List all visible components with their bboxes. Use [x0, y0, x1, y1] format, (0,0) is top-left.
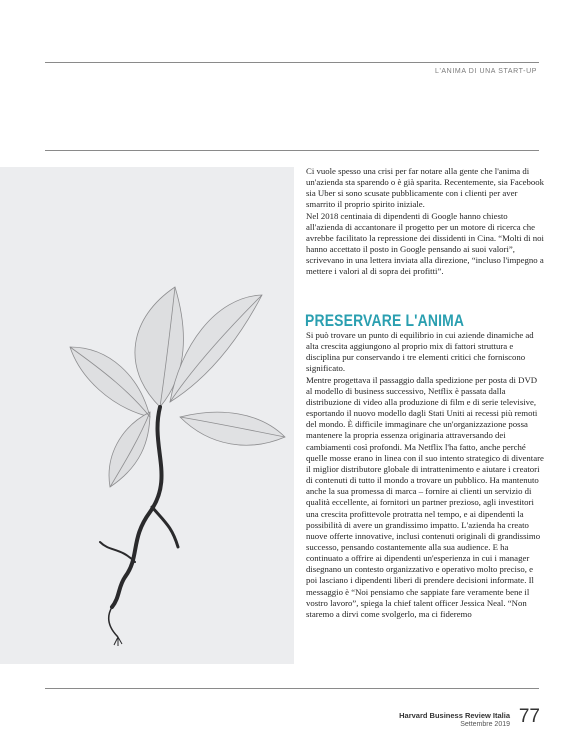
intro-paragraph: Nel 2018 centinaia di dipendenti di Google hanno chiesto all'azienda di accantonare il progetto per un motore di ricerca che avrebbe facilitato la repressione dei dissidenti in Cina. “Molti di noi hanno accettato il posto in Google pensando ai suoi valori”, scrivevano in una lettera inviata alla direzione, “incluso l'impegno a mettere i valori al di sopra dei profitti”. [306, 210, 544, 277]
intro-text [306, 166, 544, 278]
leaf-shape [170, 295, 262, 402]
body-paragraph: Si può trovare un punto di equilibrio in cui aziende dinamiche ad alta crescita aggiungono al proprio mix di fattori struttura e disciplina pur conservando i tre elementi critici che forniscono significato. [306, 330, 534, 374]
body-text [306, 330, 544, 620]
footer-issue-date: Settembre 2019 [460, 721, 510, 728]
footer-rule [45, 688, 539, 689]
plant-image [0, 167, 294, 664]
intro-paragraph: Ci vuole spesso una crisi per far notare alla gente che l'anima di un'azienda sta sparendo o è già sparita. Recentemente, sia Facebook sia Uber si sono scusate pubblicamente con i clienti per aver smarrito il proprio spirito iniziale. [306, 166, 544, 210]
footer-magazine-title: Harvard Business Review Italia [399, 711, 510, 720]
top-rule [45, 62, 539, 63]
section-rule [45, 150, 539, 151]
running-head: L'ANIMA DI UNA START-UP [434, 68, 537, 75]
leaf-shape [109, 412, 150, 487]
page-number: 77 [518, 706, 540, 727]
body-paragraph: Mentre progettava il passaggio dalla spedizione per posta di DVD al modello di business successivo, Netflix è passata dalla distribuzione di video alla produzione di film e di serie televisive, esportando il nuovo modello dagli Stati Uniti ai recessi più remoti del mondo. È difficile immaginare che un'organizzazione possa mantenere la propria essenza originaria attraversando dei cambiamenti così profondi. Ma Netflix l'ha fatto, anche perché quelle mosse erano in linea con il suo intento strategico di diventare il miglior distributore globale di intrattenimento e aiutare i creatori di contenuti di tutto il mondo a trovare un pubblico. Ha mantenuto anche la sua promessa di marca – fornire ai clienti un servizio di qualità eccellente, ai fornitori un partner prezioso, agli investitori una crescita profittevole protratta nel tempo, e ai dipendenti la possibilità di avere un grandissimo impatto. L'azienda ha creato nuove offerte innovative, inclusi contenuti originali di grandissimo successo, pensando costantemente alla sua audience. E ha continuato a offrire ai dipendenti un'esperienza in cui i manager disegnano un contesto organizzativo e operativo molto preciso, e poi lasciano i dipendenti liberi di prendere decisioni informate. Il messaggio è “Noi pensiamo che sappiate fare veramente bene il vostro lavoro”, spiega la chief talent officer Jessica Neal. “Non staremo a dirvi come svolgerlo, ma ci fideremo [306, 374, 544, 619]
leaf-shape [180, 412, 285, 445]
plant-xray-illustration [0, 167, 294, 664]
section-heading: PRESERVARE L'ANIMA [305, 311, 465, 330]
